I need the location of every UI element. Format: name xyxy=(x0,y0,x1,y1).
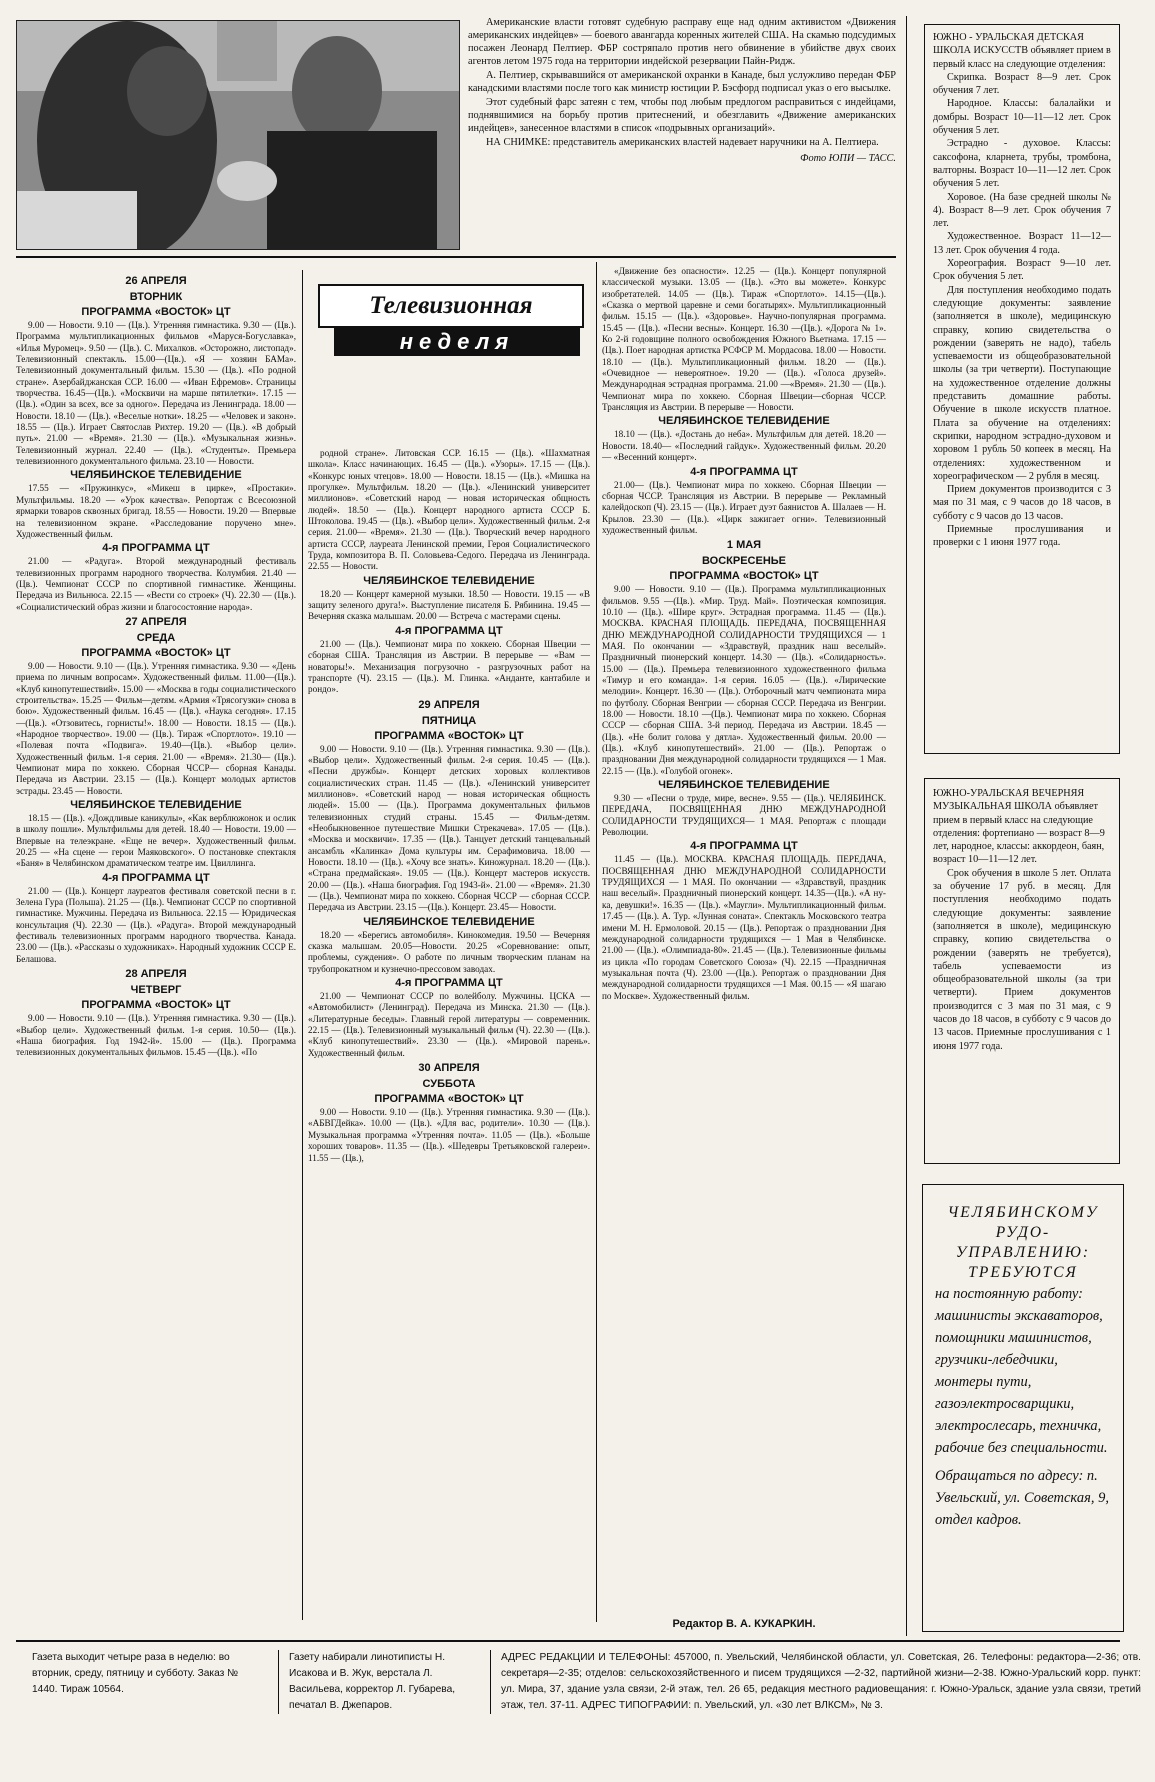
schedule-channel-heading: ЧЕЛЯБИНСКОЕ ТЕЛЕВИДЕНИЕ xyxy=(70,799,242,812)
schedule-day-heading: 27 АПРЕЛЯ xyxy=(125,615,187,628)
schedule-day-heading: 1 МАЯ xyxy=(726,539,762,552)
music-school-announcement xyxy=(924,778,1120,1164)
schedule-channel-heading: 4-я ПРОГРАММА ЦТ xyxy=(102,542,210,555)
schedule-listing: 9.00 — Новости. 9.10 — (Цв.). Утренняя гимнастика. 9.30 — (Цв.). «АБВГДейка». 10.00 — (Цв.). «Для вас, родители». 10.30 — (Цв.). Музыкальная программа «Утренняя почта». 11.05 — (Цв.). «Больше хороших товаров». 11.35 — (Цв.). «Шедевры Третьяковской галереи». 11.55 — (Цв.), xyxy=(308,1107,590,1163)
job-ad-address: Обращаться по адресу: п. Увельский, ул. Советская, 9, отдел кадров. xyxy=(935,1468,1109,1528)
schedule-channel-heading: ЧЕЛЯБИНСКОЕ ТЕЛЕВИДЕНИЕ xyxy=(363,915,535,928)
tv-schedule-column-2 xyxy=(308,448,590,1618)
schedule-listing: 9.00 — Новости. 9.10 — (Цв.). Утренняя гимнастика. 9.30 — (Цв.). «Выбор цели». Художественный фильм. 2-я серия. 10.45 — (Цв.). «Песни дружбы». Концерт детских хоровых коллективов социалистических стран. 11.45 — (Цв.). «Ленинский университет миллионов». «Советский народ — новая историческая общность людей». 15.00 — (Цв.). Программа документальных фильмов телевизионных студий страны. 15.45 — Фильм-детям. «Необыкновенное путешествие Мишки Стрекачева». 17.05 — (Цв.). «Москва и москвичи». 17.35 — (Цв.). Танцует детский танцевальный ансамбль «Калинка» Дома культуры им. Серафимовича. 18.00 — Новости. 18.10 — (Цв.). «Хочу все знать». Киножурнал. 18.20 — (Цв.). «Страна предмайская». 19.05 — (Цв.). Концерт мастеров искусств. 20.00 — (Цв.). «Наша биография. Год 1943-й». 21.00 — «Время». 21.30 — (Цв.). Чемпионат мира по хоккею. Сборная ЧССР — сборная СССР. Передача из Австрии. 23.15 —(Цв.). Концерт. 23.45— Новости. xyxy=(308,743,590,913)
divider xyxy=(302,270,303,1620)
schedule-listing: «Движение без опасности». 12.25 — (Цв.). Концерт популярной классической музыки. 13.05 — (Цв.). «Это вы можете». Конкурс изобретателей. 14.05 — (Цв.). Тираж «Спортлото». 14.15—(Цв.). «Сказка о мертвой царевне и семи богатырях». Мультипликационный фильм. 15.15 — (Цв.). «Здоровье». Научно-популярная программа. 15.45 — (Цв.). «Песни весны». Концерт. 16.30 —(Цв.). «Дорога № 1». Ко 2-й годовщине полного освобождения Южного Вьетнама. 17.15 — (Цв.). Поет народная артистка РСФСР М. Мордасова. 18.00 — Новости. 18.10 — (Цв.). Мультипликационный фильм. 18.20 — (Цв.). «Очевидное — невероятное». 19.20 — (Цв.). «Голоса друзей». Международная эстрадная программа. 21.00 —«Время». 21.30 — (Цв.). Чемпионат мира по хоккею. Сборная Швеции—сборная ЧССР. Трансляция из Австрии. В перерыве — Новости. xyxy=(602,266,886,413)
schedule-channel-heading: ПРОГРАММА «ВОСТОК» ЦТ xyxy=(81,306,231,318)
schedule-listing: 9.00 — Новости. 9.10 — (Цв.). Утренняя гимнастика. 9.30 — (Цв.). Программа мультипликационных фильмов «Маруся-Богуславка», «Илья Муромец». 9.50 — (Цв.). С. Михалков. «Осторожно, листопад». Телевизионный спектакль. 15.00—(Цв.). «Я — хозяин БАМа». Телевизионный документальный фильм. 15.30 — (Цв.). «По родной стране». Азербайджанская ССР. 16.00 — «Иван Ефремов». Страницы творчества. 16.45—(Цв.). «Москвичи на марше пятилетки». 17.15 — (Цв.). «Один за всех, все за одного». Передача из Ленинграда. 18.00 — Новости. 18.10 — (Цв.). «Веселые нотки». 18.25 — «Человек и закон». 18.55 — (Цв.). Играет Святослав Рихтер. 19.20 — (Цв.). «В добрый путь». 21.00 — «Время». 21.30 — (Цв.). «Музыкальная жизнь». Телевизионный журнал. 22.40 — (Цв.). «Студенты». Премьера телевизионного документального фильма. 23.10 — Новости. xyxy=(16,320,296,467)
schedule-day-heading: 26 АПРЕЛЯ xyxy=(125,275,187,287)
schedule-channel-heading: 4-я ПРОГРАММА ЦТ xyxy=(395,624,503,637)
divider xyxy=(596,262,597,1622)
announcement-paragraph: Хореография. Возраст 9—10 лет. Срок обучения 5 лет. xyxy=(933,258,1111,283)
schedule-listing: 17.55 — «Пружинкус», «Микеш в цирке», «Простаки». Мультфильмы. 18.20 — «Урок качества». Репортаж с Всесоюзной ярмарки товаров сквозных бригад. 18.55 — Новости. 19.20 — Впервые на телевизионном экране. «Расследование поручено мне». Художественный фильм. xyxy=(16,483,296,539)
schedule-channel-heading: ЧЕЛЯБИНСКОЕ ТЕЛЕВИДЕНИЕ xyxy=(70,469,242,482)
job-ad-body: на постоянную работу: машинисты экскаваторов, помощники машинистов, грузчики-лебедчики, монтеры пути, газоэлектросварщики, электрослесарь, техничка, рабочие без специальности. xyxy=(935,1286,1108,1456)
schedule-day-heading: СУББОТА xyxy=(422,1078,476,1091)
schedule-listing: 9.00 — Новости. 9.10 — (Цв.). Утренняя гимнастика. 9.30 — «День приема по личным вопросам». Художественный фильм. 11.00—(Цв.). «Клуб кинопутешествий». 15.00 — «Москва в годы социалистического строительства». 15.25 — Фильм—детям. «Армия «Трясогузки» снова в бою». Художественный фильм. 16.45 — (Цв.). «Наука сегодня». 17.15—(Цв.). «Отзовитесь, горнисты!». 18.00 — Новости. 18.15 — (Цв.). «Народное творчество». 19.00 — (Цв.). Тираж «Спортлото». 19.10 — «Полевая почта «Подвига». 19.40—(Цв.). «Выбор цели». Художественный фильм. 1-я серия. 21.00 — «Время». 21.30— (Цв.). Чемпионат мира по хоккею. Сборная ЧССР— сборная Канады. Передача из Австрии. 23.15 — (Цв.). Концерт молодых артистов эстрады. 23.45 — Новости. xyxy=(16,660,296,796)
schedule-day-heading: 30 АПРЕЛЯ xyxy=(418,1062,480,1075)
schedule-listing: 21.00 — (Цв.). Чемпионат мира по хоккею. Сборная Швеции — сборная США. Трансляция из Австрии. В перерыве — «Вам — новаторы!». Механизация погрузочно - разгрузочных работ на транспорте (Ч). 23.15 — (Цв.). М. Глинка. «Андантe, кантабиле и рондо». xyxy=(308,638,590,695)
photo-caption xyxy=(468,16,896,254)
schedule-listing: 9.30 — «Песни о труде, мире, весне». 9.55 — (Цв.). ЧЕЛЯБИНСК. ПЕРЕДАЧА, ПОСВЯЩЕННАЯ ДНЮ МЕЖДУНАРОДНОЙ СОЛИДАРНОСТИ ТРУДЯЩИХСЯ— 1 МАЯ. Репортаж с площади Революции. xyxy=(602,793,886,838)
tv-schedule-column-3 xyxy=(602,266,886,1566)
announcement-paragraph: Хоровое. (На базе средней школы № 4). Возраст 8—9 лет. Срок обучения 7 лет. xyxy=(933,191,1111,230)
caption-paragraph: А. Пелтиер, скрывавшийся от американской охранки в Канаде, был услужливо передан ФБР канадскими властями после того как министр юстиции Р. Бэсфорд подписал указ о его высылке. xyxy=(468,70,896,94)
job-ad-title-line: РУДО- xyxy=(995,1224,1051,1241)
schedule-listing: 21.00 — (Цв.). Концерт лауреатов фестиваля советской песни в г. Зелена Гура (Польша). 21.25 — (Цв.). Чемпионат СССР по спортивной гимнастике. Мужчины. Передача из Вильнюса. 22.15 — Юридическая консультация (Ч). 22.30 — (Цв.). «Радуга». Второй международный фестиваль телевизионных программ народного творчества. Канада. 23.00 — (Цв.). «Рассказы о художниках». Народный художник СССР Е. Белашова. xyxy=(16,885,296,964)
schedule-listing: родной стране». Литовская ССР. 16.15 — (Цв.). «Шахматная школа». Класс начинающих. 16.45 — (Цв.). «Узоры». 17.15 — (Цв.). «Конкурс юных чтецов». 18.00 — Новости. 18.15 — (Цв.). «Мишка на прогулке». Мультфильм. 18.20 — (Цв.). «Ленинский университет миллионов». «Советский народ — новая историческая общность людей». 18.50 — (Цв.). Концерт народного артиста СССР Б. Штоколова. 19.45 — (Цв.). «Выбор цели». Художественный фильм. 2-я серия. 21.00— «Время». 21.30 — (Цв.). Творческий вечер народного артиста СССР, лауреата Ленинской премии, Героя Социалистического Труда, композитора В. П. Соловьева-Седого. Передача из Ленинграда. 22.55 — Новости. xyxy=(308,448,590,572)
divider xyxy=(16,256,896,258)
schedule-channel-heading: ПРОГРАММА «ВОСТОК» ЦТ xyxy=(81,646,231,659)
schedule-day-heading: СРЕДА xyxy=(136,631,176,644)
schedule-channel-heading: 4-я ПРОГРАММА ЦТ xyxy=(102,871,210,884)
caption-paragraph: НА СНИМКЕ: представитель американских властей надевает наручники на А. Пелтиера. xyxy=(486,137,879,148)
schedule-listing: 21.00— (Цв.). Чемпионат мира по хоккею. Сборная Швеции — сборная ЧССР. Трансляция из Австрии. В перерыве — Рекламный калейдоскоп (Ч). 23.15 — (Цв.). Играет дуэт баянистов А. Шалаев — Н. Крылов. 23.30 — (Цв.). «Цирк зажигает огни». Телевизионный художественный фильм. xyxy=(602,479,886,535)
tv-week-masthead xyxy=(308,278,590,378)
announcement-paragraph: Прием документов производится с 3 мая по 31 мая, с 9 часов до 18 часов, в субботу с 9 часов до 13 часов. xyxy=(933,484,1111,522)
job-advertisement xyxy=(922,1184,1124,1632)
divider xyxy=(906,16,907,1636)
announcement-paragraph: Срок обучения в школе 5 лет. Оплата за обучение 17 руб. в месяц. Для поступления необходимо подать следующие документы: заявление (заполняется в школе), медицинскую справку, копию свидетельства о рождении (заверять не требуется), табель успеваемости из общеобразовательной школы (за три четверти). Прием документов производится с 3 мая по 31 мая, с 9 часов до 18 часов, в субботу с 9 часов до 13 часов. Приемные прослушивания с 1 июня 1977 года. xyxy=(933,867,1111,1052)
schedule-day-heading: ВОСКРЕСЕНЬЕ xyxy=(701,555,787,568)
schedule-day-heading: ЧЕТВЕРГ xyxy=(130,984,182,997)
schedule-channel-heading: ПРОГРАММА «ВОСТОК» ЦТ xyxy=(669,570,819,583)
schedule-channel-heading: ЧЕЛЯБИНСКОЕ ТЕЛЕВИДЕНИЕ xyxy=(363,574,535,587)
tv-schedule-column-1 xyxy=(16,272,296,1622)
schedule-listing: 18.10 — (Цв.). «Достань до неба». Мультфильм для детей. 18.20 — Новости. 18.40— «Последний гайдук». Художественный фильм. 20.20 — «Весенний концерт». xyxy=(602,429,886,463)
schedule-listing: 21.00 — Чемпионат СССР по волейболу. Мужчины. ЦСКА — «Автомобилист» (Ленинград). Передача из Минска. 21.30 — (Цв.). «Литературные беседы». Главный герой литературы — современник. 22.15 — (Цв.). Телевизионный музыкальный фильм (Ч). 22.30 — (Цв.). «Клуб кинопутешествий». 23.30 — (Цв.). «Мировой парень». Художественный фильм. xyxy=(308,991,590,1058)
schedule-channel-heading: ЧЕЛЯБИНСКОЕ ТЕЛЕВИДЕНИЕ xyxy=(658,415,830,428)
schedule-channel-heading: 4-я ПРОГРАММА ЦТ xyxy=(690,465,798,478)
news-photo xyxy=(16,20,460,250)
schedule-channel-heading: 4-я ПРОГРАММА ЦТ xyxy=(690,840,798,853)
masthead-title: Телевизионная xyxy=(318,284,584,328)
caption-paragraph: Американские власти готовят судебную расправу еще над одним активистом «Движения американских индейцев» — боевого авангарда коренных жителей США. На скамью подсудимых посажен Леонард Пелтиер. ФБР состряпало против него обвинение в убийстве двух своих агентов летом 1975 года на территории индейской резервации Пайн-Ридж. xyxy=(468,17,896,67)
schedule-listing: 9.00 — Новости. 9.10 — (Цв.). Утренняя гимнастика. 9.30 — (Цв.). «Выбор цели». Художественный фильм. 1-я серия. 10.50— (Цв.). «Наша биография. Год 1942-й». 15.00 — (Цв.). Программа телевизионных документальных фильмов. 15.45 —(Цв.). «По xyxy=(16,1013,296,1058)
schedule-listing: 21.00 — «Радуга». Второй международный фестиваль телевизионных программ народного творчества. Колумбия. 21.40 — (Цв.). Чемпионат СССР по спортивной гимнастике. Женщины. Передача из Вильнюса. 22.15 — «Вести со строек» (Ч). 22.30 — (Цв.). «Социалистический образ жизни и благосостояние народа». xyxy=(16,556,296,612)
announcement-paragraph: Эстрадно - духовое. Классы: саксофона, кларнета, трубы, тромбона, валторны. Возраст 10—11—12 лет. Срок обучения 5 лет. xyxy=(933,138,1111,190)
photo-image xyxy=(17,21,459,249)
caption-paragraph: Этот судебный фарс затеян с тем, чтобы под любым предлогом расправиться с индейцами, поднявшимися на борьбу против притеснений, и обезглавить «Движение американских индейцев», занесенное властями в список «подрывных организаций». xyxy=(468,97,896,134)
announcement-paragraph: ЮЖНО-УРАЛЬСКАЯ ВЕЧЕРНЯЯ МУЗЫКАЛЬНАЯ ШКОЛА объявляет прием в первый класс на следующие отделения: фортепиано — возраст 8—9 лет, народное, классы: аккордеон, баян, возраст 10—11—12 лет. xyxy=(933,788,1105,866)
schedule-channel-heading: ЧЕЛЯБИНСКОЕ ТЕЛЕВИДЕНИЕ xyxy=(658,779,830,792)
schedule-channel-heading: ПРОГРАММА «ВОСТОК» ЦТ xyxy=(81,999,231,1012)
schedule-listing: 18.20 — «Берегись автомобиля». Кинокомедия. 19.50 — Вечерняя сказка малышам. 20.05—Новости. 20.25 «Соревнование: опыт, проблемы, суждения». О работе по личным творческим планам на трубопрокатном и кузнечно-прессовом заводах. xyxy=(308,929,590,974)
art-school-announcement xyxy=(924,24,1120,754)
masthead-subtitle: неделя xyxy=(334,328,580,356)
schedule-listing: 11.45 — (Цв.). МОСКВА. КРАСНАЯ ПЛОЩАДЬ. ПЕРЕДАЧА, ПОСВЯЩЕННАЯ ДНЮ МЕЖДУНАРОДНОЙ СОЛИДАРНОСТИ ТРУДЯЩИХСЯ — 1 МАЯ. По окончании — «Здравствуй, праздник наш веселый». Праздничный пионерский концерт. 14.35—(Цв.). «А ну-ка, девушки!». 16.35 — (Цв.). «Маугли». Мультипликационный фильм. 17.45 — (Цв.). А. Тур. «Лунная соната». Спектакль Московского театра имени М. Н. Ермоловой. 20.15 — (Цв.). Репортаж о праздновании Дня международной солидарности трудящихся — 1 Мая в Челябинске. 21.00 — (Цв.). «Олимпиада-80». 21.45 — (Цв.). Телевизионные фильмы из цикла «По городам Советского Союза» (Ч). 22.15 —Праздничная музыкальная почта (Ч). 23.00 —(Цв.). Репортаж о праздновании Дня международной солидарности трудящихся —1 Мая. 00.15 — «Я шагаю по Москве». Художественный фильм. xyxy=(602,854,886,1001)
schedule-channel-heading: ПРОГРАММА «ВОСТОК» ЦТ xyxy=(374,729,524,742)
schedule-day-heading: ПЯТНИЦА xyxy=(421,714,477,727)
schedule-listing: 18.15 — (Цв.). «Дождливые каникулы», «Как верблюжонок и ослик в школу пошли». Мультфильмы для детей. 18.40 — Новости. 19.00 — Впервые на телеэкране. «Еще не вечер». Художественный фильм. 20.25 — «На сцене — герои Маяковского». О постановке спектакля «Баня» в Челябинском драматическом театре им. Цвиллинга. xyxy=(16,813,296,869)
job-ad-title-line: ЧЕЛЯБИНСКОМУ xyxy=(947,1204,1099,1221)
footer-staff-info: Газету набирали линотиписты Н. Исакова и В. Жук, верстала Л. Васильева, корректор Л. Губарева, печатал В. Джепаров. xyxy=(278,1650,479,1714)
announcement-paragraph: ЮЖНО - УРАЛЬСКАЯ ДЕТСКАЯ ШКОЛА ИСКУССТВ объявляет прием в первый класс на следующие отделения: xyxy=(933,32,1111,70)
schedule-channel-heading: ПРОГРАММА «ВОСТОК» ЦТ xyxy=(374,1093,524,1106)
announcement-paragraph: Народное. Классы: балалайки и домбры. Возраст 10—11—12 лет. Срок обучения 5 лет. xyxy=(933,98,1111,137)
schedule-listing: 9.00 — Новости. 9.10 — (Цв.). Программа мультипликационных фильмов. 9.55 —(Цв.). «Мир. Труд. Май». Поэтическая композиция. 10.10 — (Цв.). «Шире круг». Эстрадная программа. 11.45 — (Цв.). МОСКВА. КРАСНАЯ ПЛОЩАДЬ. ПЕРЕДАЧА, ПОСВЯЩЕННАЯ ДНЮ МЕЖДУНАРОДНОЙ СОЛИДАРНОСТИ ТРУДЯЩИХСЯ — 1 МАЯ. По окончании — «Здравствуй, праздник наш веселый». Праздничный пионерский концерт. 14.30 — (Цв.). «Солидарность». 15.00 — (Цв.). Премьера телевизионного художественного фильма «Тимур и его команда». 1-я серия. 16.05 — (Цв.). «Лирические мелодии». Концерт. 16.30 — (Цв.). Отборочный матч чемпионата мира по футболу. Сборная Венгрии — сборная СССР. Передача из Венгрии. 18.00 — Новости. 18.10 —(Цв.). Чемпионат мира по хоккею. Сборная СССР — сборная США. 3-й период. Передача из Австрии. 18.45 — (Цв.). «Не болит голова у дятла». Художественный фильм. 20.00 — (Цв.). «Клуб кинопутешествий». 21.00 — (Цв.). Репортаж о праздновании Дня международной солидарности трудящихся — 1 Мая. 22.15 — (Цв.). «Голубой огонек». xyxy=(602,584,886,776)
schedule-day-heading: ВТОРНИК xyxy=(129,291,183,303)
schedule-day-heading: 28 АПРЕЛЯ xyxy=(125,968,187,981)
photo-credit: Фото ЮПИ — ТАСС. xyxy=(800,153,896,164)
announcement-paragraph: Скрипка. Возраст 8—9 лет. Срок обучения 7 лет. xyxy=(933,71,1111,97)
footer-address-info: АДРЕС РЕДАКЦИИ И ТЕЛЕФОНЫ: 457000, п. Увельский, Челябинской области, ул. Советская, 26. Телефоны: редактора—2-36; отв. секретаря—2-35; отделов: сельскохозяйственного и писем трудящихся —2-32, партийной жизни—2-38. Южно-Уральский корр. пункт: ул. Мира, 37, здание узла связи, 2-й этаж, тел. 26 65, редакция местного радиовещания: г. Южно-Уральск, здание узла связи, третий этаж, тел. 37-11. АДРЕС ТИПОГРАФИИ: п. Увельский, ул. «30 лет ВЛКСМ», № 3. xyxy=(490,1650,1141,1714)
schedule-listing: 18.20 — Концерт камерной музыки. 18.50 — Новости. 19.15 — «В защиту зеленого друга!». Выступление писателя Б. Рябинина. 19.45 — Вечерняя сказка малышам. 20.00 — Встреча с мастерами сцены. xyxy=(308,588,590,622)
schedule-channel-heading: 4-я ПРОГРАММА ЦТ xyxy=(395,977,503,990)
announcement-paragraph: Для поступления необходимо подать следующие документы: заявление (заполняется в школе), медицинскую справку, копию свидетельства о рождении (заверять не надо), табель успеваемости из общеобразовательной школы (за три четверти). Поступающие на художественное отделение должны представить домашние работы. Обучение в школе искусств платное. Плата за обучение на отделениях: скрипки, народном эстрадно-духовом и хоровом 1 рубль 50 копеек в месяц. На отделениях: художественном и хореографическом — 2 рубля в месяц. xyxy=(933,284,1111,482)
job-ad-title-line: ТРЕБУЮТСЯ xyxy=(968,1264,1078,1281)
editor-signature: Редактор В. А. КУКАРКИН. xyxy=(672,1618,816,1630)
footer-publication-info: Газета выходит четыре раза в неделю: во вторник, среду, пятницу и субботу. Заказ № 1440. Тираж 10564. xyxy=(32,1652,239,1695)
announcement-paragraph: Приемные прослушивания и проверки с 1 июня 1977 года. xyxy=(933,523,1111,549)
job-ad-title xyxy=(935,1203,1111,1283)
job-ad-title-line: УПРАВЛЕНИЮ: xyxy=(955,1244,1091,1261)
announcement-paragraph: Художественное. Возраст 11—12—13 лет. Срок обучения 4 года. xyxy=(933,231,1111,256)
schedule-day-heading: 29 АПРЕЛЯ xyxy=(418,698,480,711)
